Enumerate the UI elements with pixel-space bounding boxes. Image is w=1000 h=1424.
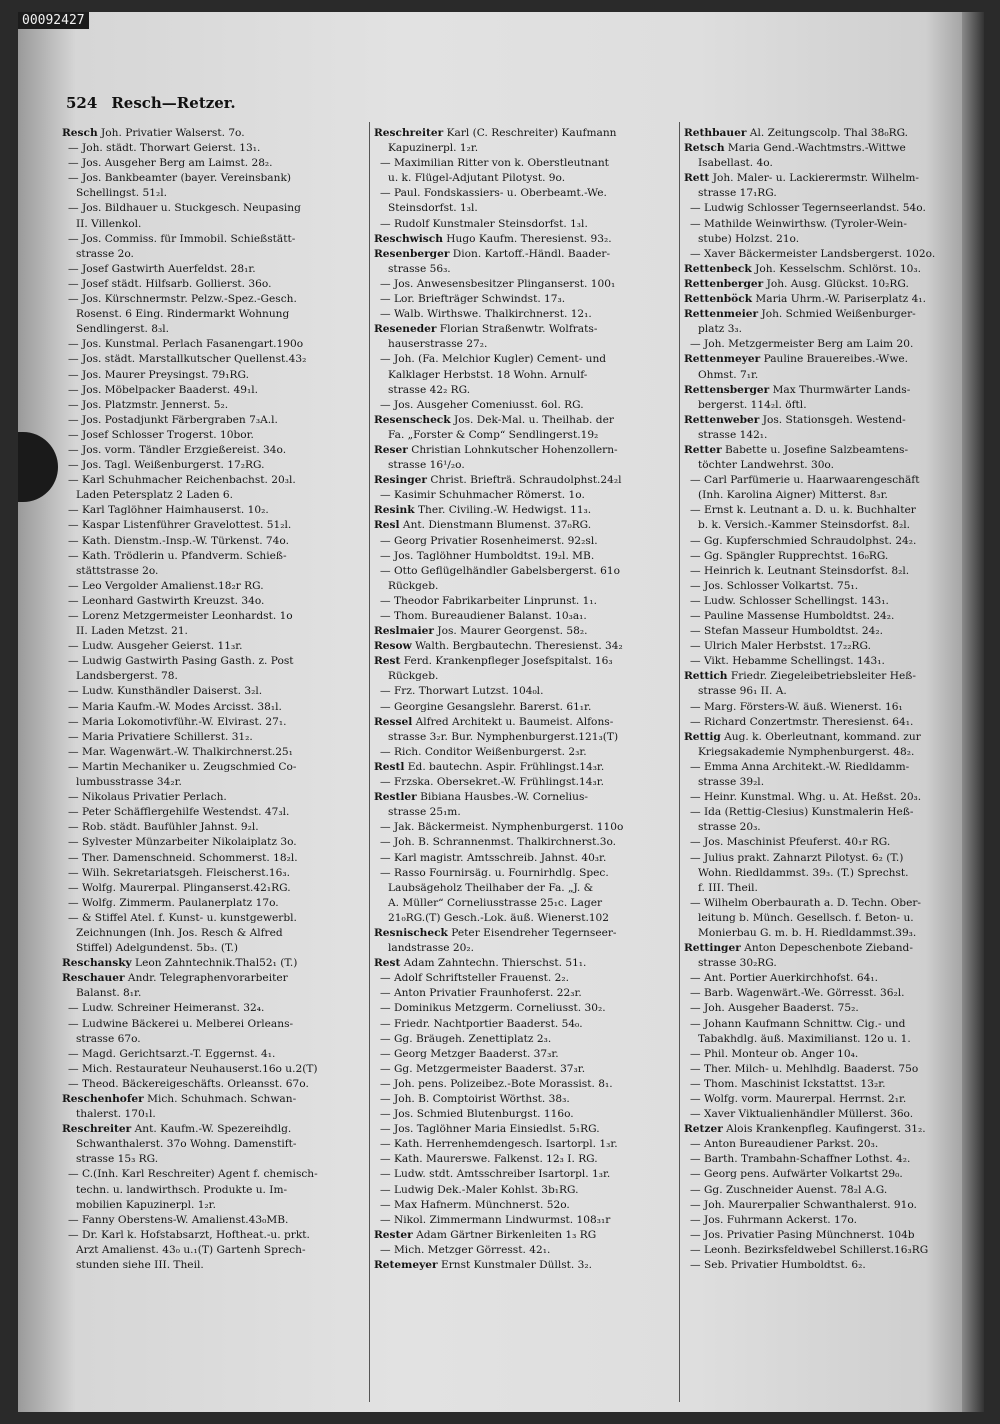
directory-entry: — Thom. Bureaudiener Balanst. 10₃a₁.: [380, 610, 587, 622]
directory-entry: — Maximilian Ritter von k. Oberstleutnant: [380, 157, 609, 170]
directory-entry: — Lorenz Metzgermeister Leonhardst. 1o: [68, 610, 293, 622]
directory-entry: — Martin Mechaniker u. Zeugschmied Co-: [68, 760, 297, 773]
directory-entry: — Gg. Metzgermeister Baaderst. 37₃r.: [380, 1062, 586, 1075]
directory-entry: — Paul. Fondskassiers- u. Oberbeamt.-We.: [380, 187, 607, 200]
directory-entry: — Carl Parfümerie u. Haarwaarengeschäft: [690, 474, 920, 487]
directory-entry-continuation: strasse 20₃.: [698, 821, 761, 834]
directory-entry-continuation: leitung b. Münch. Gesellsch. f. Beton- u.: [698, 911, 914, 924]
directory-entry: — Anton Privatier Fraunhoferst. 22₃r.: [380, 987, 582, 1000]
directory-entry: — Josef Gastwirth Auerfeldst. 28₁r.: [68, 262, 256, 275]
directory-entry: — Ludwig Dek.-Maler Kohlst. 3b₁RG.: [380, 1183, 579, 1196]
directory-entry-continuation: Wohn. Riedldammst. 39₃. (T.) Sprechst.: [698, 866, 909, 879]
directory-entry: — Jos. Kunstmal. Perlach Fasanengart.190o: [68, 338, 304, 351]
directory-entry-surname: Resenberger Dion. Kartoff.-Händl. Baader-: [374, 247, 611, 260]
directory-entry-continuation: Landsbergerst. 78.: [76, 670, 178, 683]
directory-entry: — Jos. Taglöhner Humboldtst. 19₂l. MB.: [380, 549, 595, 562]
directory-entry-surname: Reschwisch Hugo Kaufm. Theresienst. 93₂.: [374, 232, 612, 245]
directory-entry: — Kasimir Schuhmacher Römerst. 1o.: [380, 489, 585, 502]
directory-entry-surname: Reschreiter Karl (C. Reschreiter) Kaufmann: [374, 127, 617, 139]
directory-entry: — Jos. Bankbeamter (bayer. Vereinsbank): [68, 172, 291, 185]
binding-hole: [18, 432, 58, 502]
directory-entry-continuation: Rückgeb.: [388, 670, 439, 683]
directory-entry-continuation: Arzt Amalienst. 43₀ u.₁(T) Gartenh Sprech-: [76, 1243, 306, 1256]
directory-entry: — Jos. Maurer Preysingst. 79₁RG.: [68, 368, 249, 381]
page-number: 524: [66, 94, 98, 112]
directory-entry: — Rudolf Kunstmaler Steinsdorfst. 1₃l.: [380, 217, 588, 230]
directory-entry-surname: Reslmaier Jos. Maurer Georgenst. 58₂.: [374, 625, 588, 638]
directory-entry: — Frz. Thorwart Lutzst. 104₀l.: [380, 685, 544, 698]
directory-entry-continuation: strasse 16¹/₂o.: [388, 459, 465, 472]
directory-entry: — Joh. B. Schrannenmst. Thalkirchnerst.3o.: [380, 836, 617, 849]
directory-entry: — Stefan Masseur Humboldtst. 24₂.: [690, 625, 883, 638]
directory-entry: — Kath. Maurerswe. Falkenst. 12₃ I. RG.: [380, 1153, 598, 1166]
directory-entry-surname: Rester Adam Gärtner Birkenleiten 1₃ RG: [374, 1228, 597, 1241]
directory-entry-continuation: Schellingst. 51₂l.: [76, 187, 167, 200]
directory-entry: — Adolf Schriftsteller Frauenst. 2₂.: [380, 972, 569, 985]
directory-entry-surname: Rettenmeyer Pauline Brauereibes.-Wwe.: [684, 353, 909, 366]
directory-entry: — Joh. Metzgermeister Berg am Laim 20.: [690, 338, 914, 351]
directory-entry: — Nikol. Zimmermann Lindwurmst. 108₃₁r: [380, 1213, 611, 1226]
directory-entry: — Ludwine Bäckerei u. Melberei Orleans-: [68, 1017, 294, 1030]
directory-entry-continuation: stube) Holzst. 21o.: [698, 232, 800, 245]
directory-entry: — Phil. Monteur ob. Anger 10₄.: [690, 1047, 859, 1060]
directory-entry: — Joh. Maurerpalier Schwanthalerst. 91o.: [690, 1198, 917, 1211]
directory-entry: — Ludw. Schlosser Schellingst. 143₁.: [690, 594, 889, 607]
directory-entry-continuation: lumbusstrasse 34₂r.: [76, 776, 182, 789]
directory-entry: — Joh. B. Comptoirist Wörthst. 38₃.: [380, 1093, 570, 1105]
directory-entry: — Nikolaus Privatier Perlach.: [68, 791, 227, 804]
directory-entry: — Friedr. Nachtportier Baaderst. 54₀.: [380, 1017, 583, 1030]
directory-entry: — Kath. Trödlerin u. Pfandverm. Schieß-: [68, 549, 287, 562]
directory-entry: — Jos. städt. Marstallkutscher Quellenst.43₂: [68, 353, 307, 366]
directory-entry: — Jos. Taglöhner Maria Einsiedlst. 5₁RG.: [380, 1123, 600, 1136]
directory-entry: — Jos. Ausgeher Comeniusst. 6ol. RG.: [380, 398, 584, 411]
directory-entry: — Ludw. stdt. Amtsschreiber Isartorpl. 1₃r.: [380, 1168, 611, 1181]
directory-entry: — Marg. Försters-W. äuß. Wienerst. 16₁: [690, 700, 903, 713]
directory-entry: — Dominikus Metzgerm. Corneliusst. 30₂.: [380, 1002, 606, 1015]
directory-entry: — Leonhard Gastwirth Kreuzst. 34o.: [68, 594, 265, 607]
directory-entry-continuation: (Inh. Karolina Aigner) Mitterst. 8₃r.: [698, 489, 888, 502]
column-rule: [369, 122, 370, 1402]
directory-entry-continuation: Monierbau G. m. b. H. Riedldammst.39₃.: [698, 926, 917, 939]
directory-entry-continuation: mobilien Kapuzinerpl. 1₂r.: [76, 1198, 216, 1211]
directory-entry-surname: Retsch Maria Gend.-Wachtmstrs.-Wittwe: [684, 142, 906, 155]
directory-entry: — Jos. Bildhauer u. Stuckgesch. Neupasing: [68, 202, 301, 215]
directory-entry-continuation: Rückgeb.: [388, 579, 439, 592]
directory-entry-surname: Rettinger Anton Depeschenbote Zieband-: [684, 942, 913, 955]
directory-entry-surname: Rethbauer Al. Zeitungscolp. Thal 38₀RG.: [684, 127, 909, 139]
directory-entry: — Jos. Maschinist Pfeuferst. 40₁r RG.: [690, 836, 891, 849]
directory-entry-continuation: Sendlingerst. 8₃l.: [76, 323, 170, 336]
directory-entry-continuation: 21₀RG.(T) Gesch.-Lok. äuß. Wienerst.102: [388, 911, 610, 924]
directory-entry-continuation: strasse 142₁.: [698, 428, 768, 441]
directory-entry: — Gg. Bräugeh. Zenettiplatz 2₃.: [380, 1032, 552, 1045]
directory-entry: — Dr. Karl k. Hofstabsarzt, Hoftheat.-u. prkt.: [68, 1228, 310, 1241]
directory-entry-surname: Resch Joh. Privatier Walserst. 7o.: [62, 127, 245, 139]
directory-entry: — Jak. Bäckermeist. Nymphenburgerst. 110o: [380, 821, 624, 834]
directory-entry: — Wolfg. Zimmerm. Paulanerplatz 17o.: [68, 896, 279, 909]
directory-entry-continuation: hauserstrasse 27₂.: [388, 338, 488, 351]
directory-entry: — Lor. Briefträger Schwindst. 17₃.: [380, 293, 566, 306]
directory-entry: — Ludw. Kunsthändler Daiserst. 3₂l.: [68, 685, 263, 698]
directory-entry: — Ida (Rettig-Clesius) Kunstmalerin Heß-: [690, 806, 914, 819]
directory-entry-continuation: Tabakhdlg. äuß. Maximilianst. 12o u. 1.: [698, 1032, 911, 1045]
directory-entry: — C.(Inh. Karl Reschreiter) Agent f. chemisch-: [68, 1168, 318, 1181]
directory-entry-continuation: Kapuzinerpl. 1₂r.: [388, 142, 479, 155]
directory-entry-surname: Resow Walth. Bergbautechn. Theresienst. 34₂: [374, 640, 623, 653]
directory-entry-continuation: Isabellast. 4o.: [698, 157, 773, 170]
directory-entry: — Josef städt. Hilfsarb. Gollierst. 36o.: [68, 277, 272, 290]
directory-entry-continuation: Kriegsakademie Nymphenburgerst. 48₂.: [698, 745, 915, 758]
directory-entry: — Ludwig Schlosser Tegernseerlandst. 54o.: [690, 202, 926, 215]
directory-entry: — Xaver Viktualienhändler Müllerst. 36o.: [690, 1108, 914, 1121]
directory-entry: — Peter Schäfflergehilfe Westendst. 47₃l.: [68, 806, 290, 819]
page-edge-shadow: [962, 12, 984, 1412]
directory-entry: — Kath. Dienstm.-Insp.-W. Türkenst. 74o.: [68, 534, 289, 547]
directory-entry: — Josef Schlosser Trogerst. 10bor.: [68, 428, 254, 441]
directory-entry-surname: Resenscheck Jos. Dek-Mal. u. Theilhab. der: [374, 413, 614, 426]
directory-entry-continuation: Balanst. 8₁r.: [76, 987, 142, 1000]
directory-entry: — Maria Kaufm.-W. Modes Arcisst. 38₁l.: [68, 700, 282, 713]
directory-entry: — Kaspar Listenführer Gravelottest. 51₂l.: [68, 519, 292, 532]
directory-entry: — Ther. Damenschneid. Schommerst. 18₂l.: [68, 851, 298, 864]
directory-entry: — Seb. Privatier Humboldtst. 6₂.: [690, 1259, 866, 1272]
directory-entry-surname: Resink Ther. Civiling.-W. Hedwigst. 11₃.: [374, 504, 592, 517]
directory-entry-surname: Rettich Friedr. Ziegeleibetriebsleiter Heß-: [684, 670, 916, 683]
directory-page: [18, 12, 984, 1412]
page-header: [66, 94, 346, 112]
directory-entry: — Johann Kaufmann Schnittw. Cig.- und: [690, 1017, 906, 1030]
directory-entry-surname: Rettenmeier Joh. Schmied Weißenburger-: [684, 308, 916, 321]
directory-entry-continuation: strasse 56₃.: [388, 262, 451, 275]
directory-entry-continuation: stunden siehe III. Theil.: [76, 1259, 204, 1272]
directory-entry: — Julius prakt. Zahnarzt Pilotyst. 6₂ (T.): [690, 851, 904, 864]
directory-entry: — Barth. Trambahn-Schaffner Lothst. 4₂.: [690, 1153, 911, 1166]
directory-entry-surname: Rettenböck Maria Uhrm.-W. Pariserplatz 4₁.: [684, 293, 926, 306]
directory-entry-continuation: Stiffel) Adelgundenst. 5b₃. (T.): [76, 942, 239, 955]
directory-entry: — Maria Privatiere Schillerst. 31₂.: [68, 730, 253, 743]
directory-entry-continuation: Kalklager Herbstst. 18 Wohn. Arnulf-: [388, 368, 588, 381]
directory-entry-surname: Restl Ed. bautechn. Aspir. Frühlingst.14₃r.: [374, 760, 605, 773]
directory-entry-surname: Retter Babette u. Josefine Salzbeamtens-: [684, 443, 909, 456]
directory-entry-continuation: Laden Petersplatz 2 Laden 6.: [76, 489, 234, 502]
directory-entry-surname: Reseneder Florian Straßenwtr. Wolfrats-: [374, 323, 598, 336]
directory-entry-surname: Reschauer Andr. Telegraphenvorarbeiter: [62, 972, 288, 985]
directory-entry-continuation: landstrasse 20₂.: [388, 942, 474, 955]
directory-entry: — & Stiffel Atel. f. Kunst- u. kunstgewerbl.: [68, 911, 297, 924]
directory-entry: — Vikt. Hebamme Schellingst. 143₁.: [690, 655, 885, 668]
directory-entry: — Kath. Herrenhemdengesch. Isartorpl. 1₃r.: [380, 1138, 618, 1151]
directory-entry: — Jos. Fuhrmann Ackerst. 17o.: [690, 1213, 857, 1226]
directory-entry: — Walb. Wirthswe. Thalkirchnerst. 12₁.: [380, 308, 592, 321]
directory-entry-continuation: Zeichnungen (Inh. Jos. Resch & Alfred: [76, 926, 283, 939]
directory-entry-surname: Rettig Aug. k. Oberleutnant, kommand. zur: [684, 730, 921, 743]
directory-entry: — Karl Taglöhner Haimhauserst. 10₂.: [68, 504, 269, 517]
directory-entry: — Joh. pens. Polizeibez.-Bote Morassist. 8₁.: [380, 1077, 613, 1090]
directory-entry: — Leonh. Bezirksfeldwebel Schillerst.16₃RG: [690, 1243, 929, 1256]
directory-entry-continuation: strasse 3₂r. Bur. Nymphenburgerst.121₃(T): [388, 730, 619, 743]
directory-entry-surname: Resnischeck Peter Eisendreher Tegernseer-: [374, 926, 617, 939]
directory-entry-surname: Rettenweber Jos. Stationsgeh. Westend-: [684, 413, 906, 426]
directory-entry: — Theodor Fabrikarbeiter Linprunst. 1₁.: [380, 594, 597, 607]
directory-entry: — Ant. Portier Auerkirchhofst. 64₁.: [690, 972, 878, 985]
directory-entry-continuation: platz 3₃.: [698, 323, 743, 336]
directory-entry-continuation: strasse 96₁ II. A.: [698, 685, 787, 698]
directory-entry: — Ludw. Ausgeher Geierst. 11₃r.: [68, 640, 243, 653]
directory-entry-surname: Restler Bibiana Hausbes.-W. Cornelius-: [374, 791, 588, 804]
directory-entry: — Heinr. Kunstmal. Whg. u. At. Heßst. 20₃.: [690, 791, 922, 804]
directory-entry: — Joh. Ausgeher Baaderst. 75₂.: [690, 1002, 859, 1015]
directory-entry-continuation: töchter Landwehrst. 30o.: [698, 459, 834, 472]
directory-entry-surname: Resl Ant. Dienstmann Blumenst. 37₀RG.: [374, 519, 592, 532]
directory-entry: — Gg. Zuschneider Auenst. 78₂l A.G.: [690, 1183, 888, 1196]
column-1: [62, 126, 364, 1406]
directory-entry: — Mathilde Weinwirthsw. (Tyroler-Wein-: [690, 217, 907, 230]
directory-entry: — Xaver Bäckermeister Landsbergerst. 102o.: [690, 247, 936, 260]
directory-entry: — Jos. Ausgeher Berg am Laimst. 28₂.: [68, 157, 273, 170]
directory-entry-continuation: strasse 25₁m.: [388, 806, 461, 819]
directory-entry: — Georg Privatier Rosenheimerst. 92₂sl.: [380, 534, 598, 547]
directory-entry-continuation: strasse 30₂RG.: [698, 957, 777, 970]
directory-entry: — Jos. vorm. Tändler Erzgießereist. 34o.: [68, 443, 287, 456]
directory-entry: — Mich. Restaurateur Neuhauserst.16o u.2(T): [68, 1062, 318, 1075]
directory-entry: — Fanny Oberstens-W. Amalienst.43₀MB.: [68, 1213, 289, 1226]
directory-entry: — Pauline Massense Humboldtst. 24₂.: [690, 610, 895, 622]
directory-entry-continuation: strasse 2o.: [76, 247, 134, 260]
directory-entry: — Barb. Wagenwärt.-We. Görresst. 36₂l.: [690, 987, 905, 1000]
directory-entry: — Ther. Milch- u. Mehlhdlg. Baaderst. 75o: [690, 1062, 919, 1075]
directory-entry: — Karl magistr. Amtsschreib. Jahnst. 40₃r.: [380, 851, 607, 864]
directory-entry-continuation: II. Laden Metzst. 21.: [76, 625, 188, 638]
directory-entry: — Wolfg. Maurerpal. Plinganserst.42₁RG.: [68, 881, 291, 894]
directory-entry: — Jos. Kürschnermstr. Pelzw.-Spez.-Gesch.: [68, 293, 297, 306]
directory-entry-surname: Reschansky Leon Zahntechnik.Thal52₁ (T.): [62, 957, 298, 970]
column-rule: [679, 122, 680, 1402]
directory-entry-continuation: strasse 17₁RG.: [698, 187, 777, 200]
directory-entry-surname: Rettenbeck Joh. Kesselschm. Schlörst. 10₃.: [684, 262, 922, 275]
directory-entry: — Jos. Möbelpacker Baaderst. 49₁l.: [68, 383, 259, 396]
directory-entry-continuation: thalerst. 170₁l.: [76, 1108, 156, 1121]
directory-entry: — Wolfg. vorm. Maurerpal. Herrnst. 2₁r.: [690, 1093, 907, 1105]
directory-entry-continuation: Laubsägeholz Theilhaber der Fa. „J. &: [388, 881, 594, 894]
directory-entry: — Rasso Fournirsäg. u. Fournirhdlg. Spec.: [380, 866, 609, 879]
column-2: [374, 126, 676, 1406]
directory-entry: — Joh. (Fa. Melchior Kugler) Cement- und: [380, 353, 607, 366]
directory-entry-continuation: strasse 39₂l.: [698, 776, 765, 789]
directory-entry: — Georgine Gesangslehr. Barerst. 61₁r.: [380, 700, 592, 713]
directory-entry-continuation: Rosenst. 6 Eing. Rindermarkt Wohnung: [76, 308, 290, 321]
directory-entry-continuation: techn. u. landwirthsch. Produkte u. Im-: [76, 1183, 288, 1196]
directory-entry: — Leo Vergolder Amalienst.18₂r RG.: [68, 579, 264, 592]
directory-entry-surname: Reschenhofer Mich. Schuhmach. Schwan-: [62, 1093, 297, 1105]
directory-entry: — Richard Conzertmstr. Theresienst. 64₁.: [690, 715, 914, 728]
directory-entry: — Gg. Spängler Rupprechtst. 16₀RG.: [690, 549, 889, 562]
directory-entry-continuation: strasse 67o.: [76, 1032, 141, 1045]
directory-entry: — Theod. Bäckereigeschäfts. Orleansst. 67o.: [68, 1077, 309, 1090]
directory-entry: — Max Hafnerm. Münchnerst. 52o.: [380, 1198, 570, 1211]
directory-entry: — Jos. Privatier Pasing Münchnerst. 104b: [690, 1228, 915, 1241]
directory-entry-continuation: A. Müller“ Corneliusstrasse 25₁c. Lager: [388, 896, 603, 909]
directory-entry: — Otto Geflügelhändler Gabelsbergerst. 61o: [380, 564, 620, 577]
directory-entry-surname: Rest Ferd. Krankenpfleger Josefspitalst. 16₃: [374, 655, 613, 668]
directory-entry-continuation: Ohmst. 7₁r.: [698, 368, 759, 381]
directory-entry: — Magd. Gerichtsarzt.-T. Eggernst. 4₁.: [68, 1047, 276, 1060]
directory-entry-continuation: Schwanthalerst. 37o Wohng. Damenstift-: [76, 1138, 297, 1151]
directory-entry: — Thom. Maschinist Ickstattst. 13₂r.: [690, 1077, 886, 1090]
directory-entry: — Mich. Metzger Görresst. 42₁.: [380, 1243, 551, 1256]
directory-entry: — Rob. städt. Baufühler Jahnst. 9₂l.: [68, 821, 259, 834]
directory-entry-continuation: b. k. Versich.-Kammer Steinsdorfst. 8₂l.: [698, 519, 910, 532]
directory-entry: — Mar. Wagenwärt.-W. Thalkirchnerst.25₁: [68, 745, 293, 758]
directory-entry-surname: Resinger Christ. Briefträ. Schraudolphst.24₂l: [374, 474, 622, 487]
directory-entry: — Jos. Schmied Blutenburgst. 116o.: [380, 1108, 574, 1121]
running-head: Resch—Retzer.: [111, 94, 236, 112]
directory-entry-surname: Reschreiter Ant. Kaufm.-W. Spezereihdlg.: [62, 1123, 292, 1136]
directory-entry-surname: Rettenberger Joh. Ausg. Glückst. 10₂RG.: [684, 277, 909, 290]
column-3: [684, 126, 954, 1406]
directory-entry: — Ludwig Gastwirth Pasing Gasth. z. Post: [68, 655, 294, 668]
directory-entry: — Ulrich Maler Herbstst. 17₂₂RG.: [690, 640, 871, 653]
directory-entry: — Wilhelm Oberbaurath a. D. Techn. Ober-: [690, 896, 921, 909]
directory-entry-surname: Retzer Alois Krankenpfleg. Kaufingerst. 31₂.: [684, 1123, 926, 1136]
directory-entry: — Ludw. Schreiner Heimeranst. 32₄.: [68, 1002, 265, 1015]
directory-entry-surname: Rett Joh. Maler- u. Lackierermstr. Wilhelm-: [684, 172, 919, 185]
directory-entry-continuation: f. III. Theil.: [698, 881, 758, 894]
directory-entry-continuation: Fa. „Forster & Comp“ Sendlingerst.19₂: [388, 428, 599, 441]
directory-entry-surname: Ressel Alfred Architekt u. Baumeist. Alfons-: [374, 715, 614, 728]
directory-entry: — Karl Schuhmacher Reichenbachst. 20₃l.: [68, 474, 296, 487]
directory-entry-continuation: Steinsdorfst. 1₃l.: [388, 202, 478, 215]
directory-entry: — Frzska. Obersekret.-W. Frühlingst.14₃r.: [380, 776, 605, 789]
directory-entry: — Jos. Platzmstr. Jennerst. 5₂.: [68, 398, 229, 411]
directory-entry-continuation: bergerst. 114₂l. öftl.: [698, 398, 807, 411]
directory-entry-surname: Reser Christian Lohnkutscher Hohenzollern-: [374, 443, 618, 456]
directory-entry-continuation: stättstrasse 2o.: [76, 564, 159, 577]
directory-entry-continuation: strasse 15₃ RG.: [76, 1153, 159, 1166]
directory-entry: — Maria Lokomotivführ.-W. Elvirast. 27₁.: [68, 715, 287, 728]
directory-entry: — Jos. Commiss. für Immobil. Schießstätt-: [68, 232, 296, 245]
directory-entry: — Wilh. Sekretariatsgeh. Fleischerst.16₃.: [68, 866, 290, 879]
archive-number: 00092427: [18, 12, 89, 29]
directory-entry-surname: Rest Adam Zahntechn. Thierschst. 51₁.: [374, 957, 587, 970]
directory-entry: — Heinrich k. Leutnant Steinsdorfst. 8₂l.: [690, 564, 910, 577]
directory-entry: — Ernst k. Leutnant a. D. u. k. Buchhalter: [690, 504, 916, 517]
directory-entry: — Georg pens. Aufwärter Volkartst 29₀.: [690, 1168, 903, 1181]
directory-entry: — Rich. Conditor Weißenburgerst. 2₃r.: [380, 745, 587, 758]
directory-entry-surname: Rettensberger Max Thurmwärter Lands-: [684, 383, 911, 396]
directory-entry: — Jos. Anwesensbesitzer Plinganserst. 100₁: [380, 277, 616, 290]
directory-entry: — Gg. Kupferschmied Schraudolphst. 24₂.: [690, 534, 917, 547]
directory-entry-surname: Retemeyer Ernst Kunstmaler Düllst. 3₂.: [374, 1259, 593, 1272]
directory-entry: — Jos. Schlosser Volkartst. 75₁.: [690, 579, 859, 592]
directory-entry: — Joh. städt. Thorwart Geierst. 13₁.: [68, 142, 261, 155]
directory-entry-continuation: strasse 42₂ RG.: [388, 383, 471, 396]
directory-entry-continuation: II. Villenkol.: [76, 217, 142, 230]
directory-entry: — Jos. Postadjunkt Färbergraben 7₃A.l.: [68, 413, 278, 426]
directory-entry: — Anton Bureaudiener Parkst. 20₃.: [690, 1138, 879, 1151]
directory-entry: — Jos. Tagl. Weißenburgerst. 17₂RG.: [68, 459, 265, 472]
directory-entry: — Sylvester Münzarbeiter Nikolaiplatz 3o.: [68, 836, 297, 849]
directory-entry: — Georg Metzger Baaderst. 37₃r.: [380, 1047, 559, 1060]
directory-entry-continuation: u. k. Flügel-Adjutant Pilotyst. 9o.: [388, 172, 566, 185]
directory-entry: — Emma Anna Architekt.-W. Riedldamm-: [690, 760, 910, 773]
